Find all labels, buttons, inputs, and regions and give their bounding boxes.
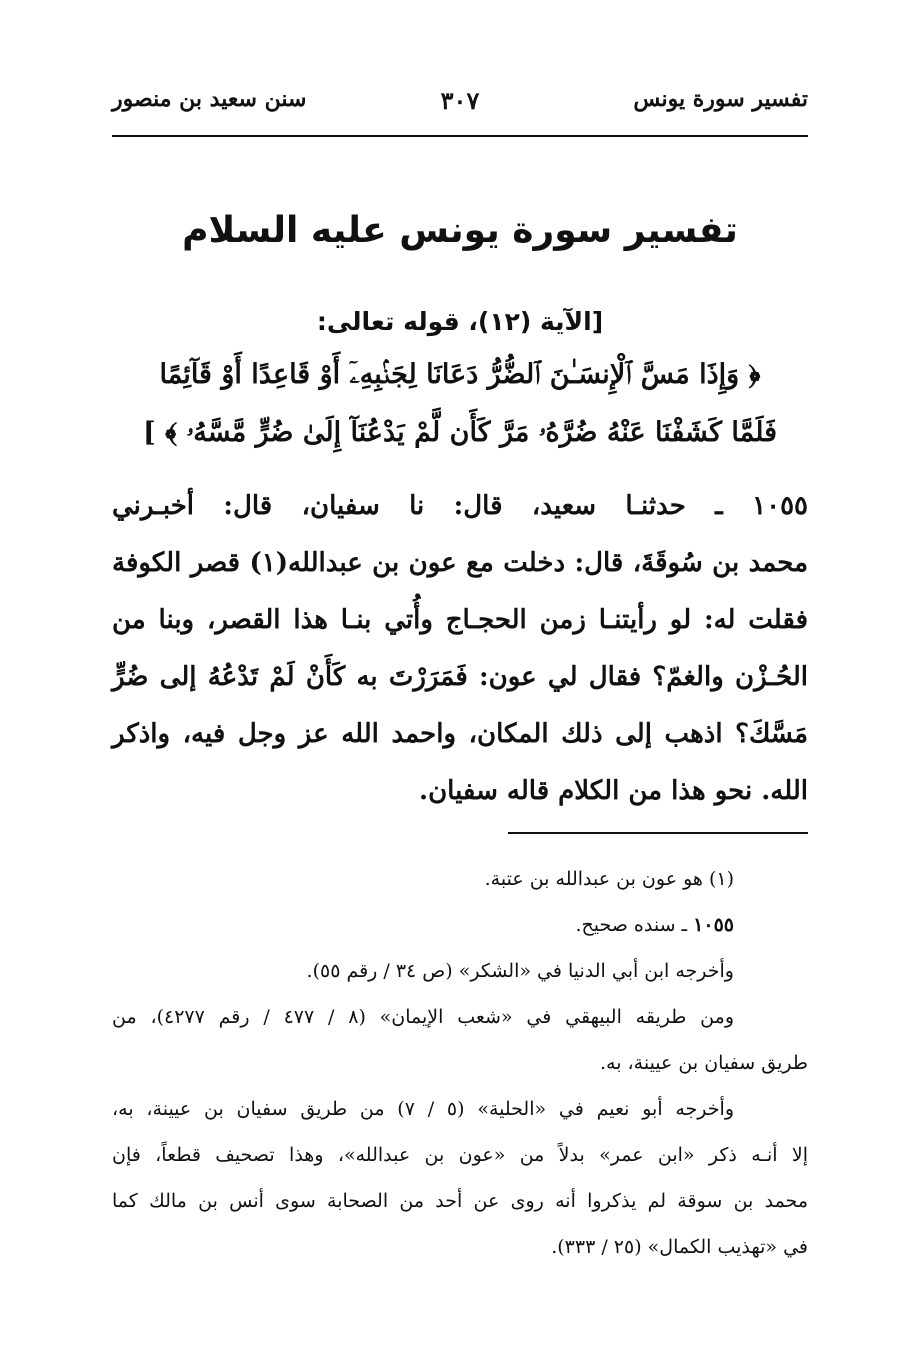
hadith-line: الله. نحو هذا من الكلام قاله سفيان. — [419, 776, 808, 806]
verse-line: ﴿ وَإِذَا مَسَّ ٱلْإِنسَـٰنَ ٱلضُّرُّ دَعَانَا لِجَنۢبِهِۦٓ أَوْ قَاعِدًا أَوْ قَآئِمًا — [159, 359, 761, 390]
hadith-number: ١٠٥٥ — [752, 491, 808, 521]
page-title: تفسير سورة يونس عليه السلام — [182, 210, 738, 251]
footnote-line: إلا أنـه ذكر «ابن عمر» بدلاً من «عون بن عبدالله»، وهذا تصحيف قطعاً، فإن — [112, 1144, 808, 1166]
footnote-line: ومن طريقه البيهقي في «شعب الإيمان» (٨ / ٤٧٧ / رقم ٤٢٧٧)، من — [112, 1006, 734, 1028]
footnote-2 — [112, 902, 808, 948]
footnote-line: وأخرجه أبو نعيم في «الحلية» (٥ / ٧) من طريق سفيان بن عيينة، به، — [112, 1098, 734, 1120]
footnote-divider — [508, 832, 808, 834]
hadith-line: فقلت له: لو رأيتنـا زمن الحجـاج وأُتي بنـا هذا القصر، وبنا من — [112, 605, 808, 635]
footnote-1: (١) هو عون بن عبدالله بن عتبة. — [484, 868, 734, 890]
footnotes — [112, 856, 808, 1270]
page-number: ٣٠٧ — [440, 86, 480, 115]
hadith-line: الحُـزْن والغمّ؟ فقال لي عون: فَمَرَرْتَ به كَأَنْ لَمْ تَدْعُهُ إلى ضُرٍّ — [112, 662, 808, 692]
footnote-line: في «تهذيب الكمال» (٢٥ / ٣٣٣). — [551, 1236, 808, 1258]
verse-label: [الآية (١٢)، قوله تعالى: — [316, 307, 604, 336]
running-header — [112, 86, 808, 130]
footnote-text: ـ سنده صحيح. — [575, 914, 688, 936]
footnote-hadith-number: ١٠٥٥ — [693, 914, 734, 936]
header-divider — [112, 135, 808, 137]
hadith-line: مَسَّكَ؟ اذهب إلى ذلك المكان، واحمد الله عز وجل فيه، واذكر — [112, 719, 808, 749]
header-surah-title: تفسير سورة يونس — [633, 86, 808, 112]
header-book-title: سنن سعيد بن منصور — [112, 86, 307, 112]
hadith-line: محمد بن سُوقَةَ، قال: دخلت مع عون بن عبدالله(١) قصر الكوفة — [112, 548, 808, 578]
hadith-text — [112, 478, 808, 820]
hadith-line-text: ـ حدثنـا سعيد، قال: نا سفيان، قال: أخبـرني — [112, 491, 723, 521]
quran-verse — [120, 346, 800, 470]
verse-line: فَلَمَّا كَشَفْنَا عَنْهُ ضُرَّهُۥ مَرَّ كَأَن لَّمْ يَدْعُنَآ إِلَىٰ ضُرٍّ مَّسَّهُۥ ﴾ ] — [142, 417, 778, 448]
footnote-line: وأخرجه ابن أبي الدنيا في «الشكر» (ص ٣٤ / رقم ٥٥). — [306, 960, 734, 982]
footnote-line: محمد بن سوقة لم يذكروا أنه روى عن أحد من الصحابة سوى أنس بن مالك كما — [112, 1190, 808, 1212]
footnote-line: طريق سفيان بن عيينة، به. — [599, 1052, 808, 1074]
hadith-line — [112, 478, 808, 535]
